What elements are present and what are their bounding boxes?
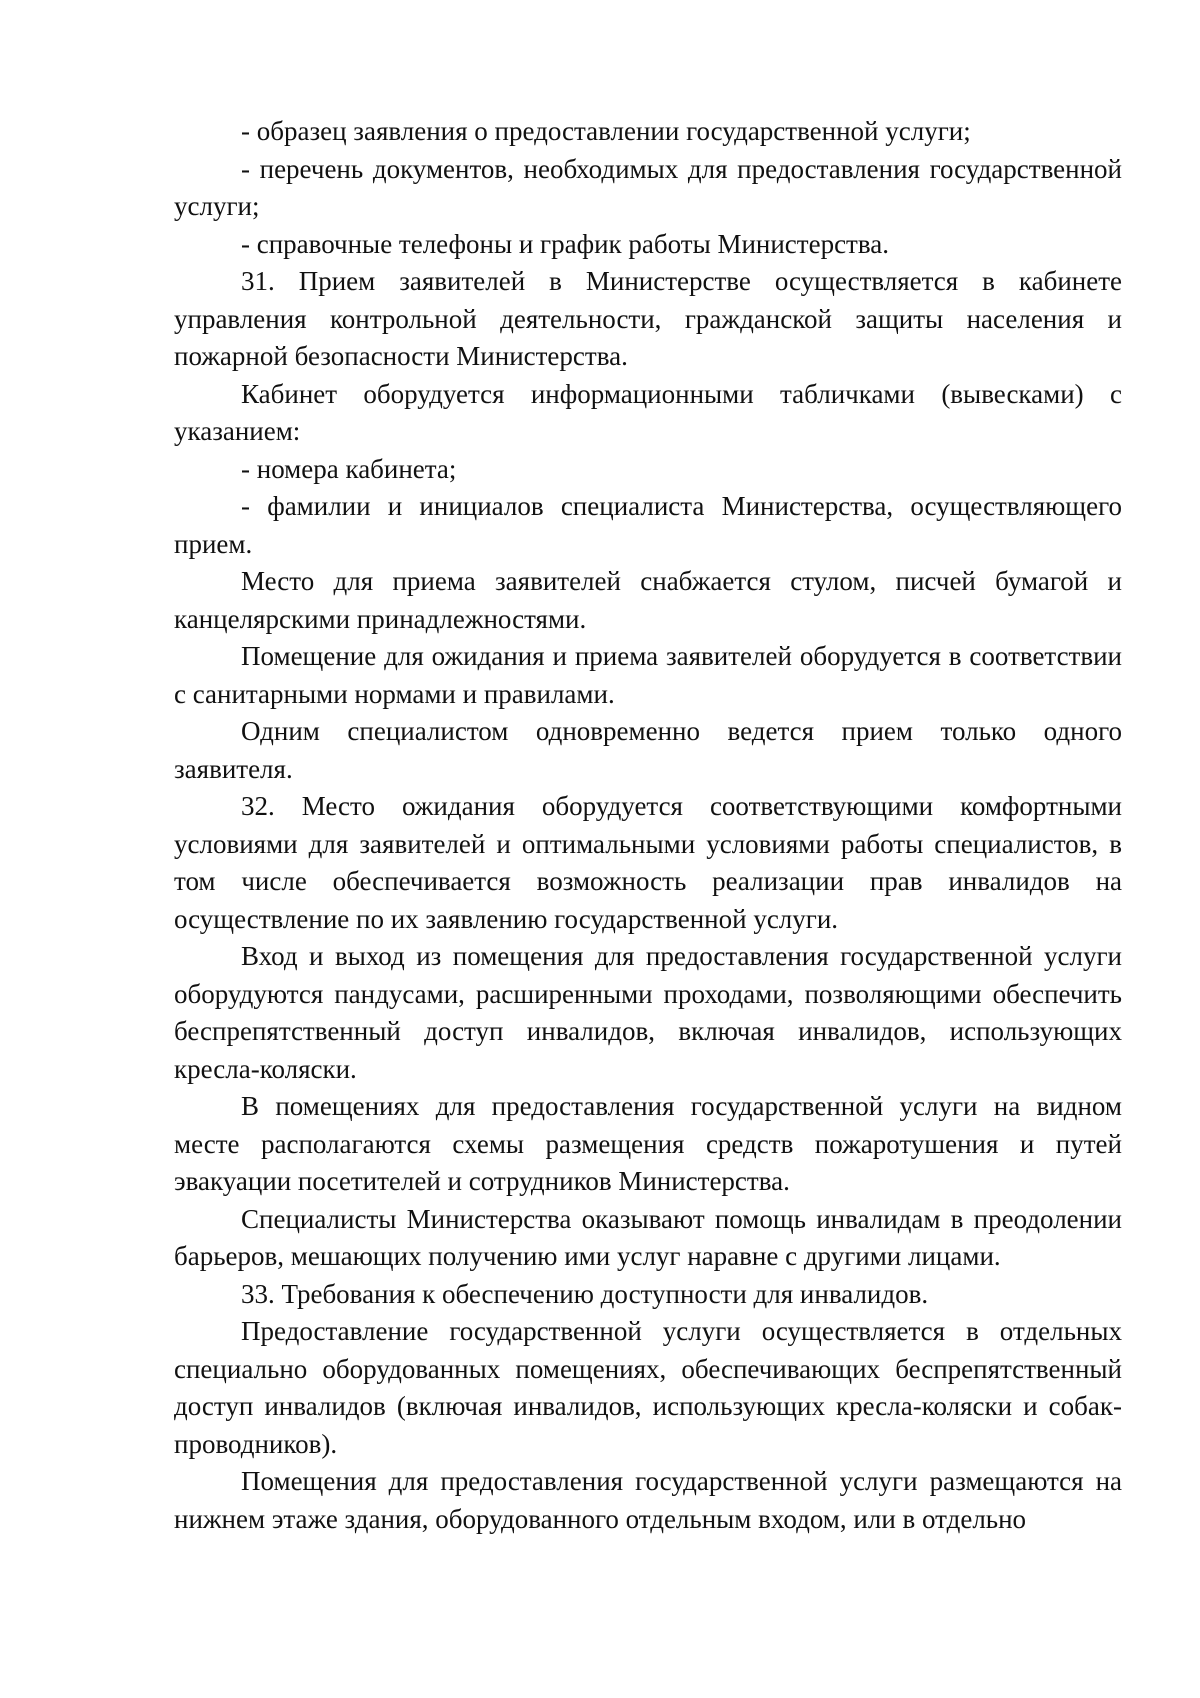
paragraph-office-number: - номера кабинета; [241, 453, 457, 484]
paragraph-item-33: 33. Требования к обеспечению доступности для инвалидов. [241, 1278, 929, 1309]
document-body [174, 113, 1122, 1538]
paragraph-reception-place: Место для приема заявителей снабжается стулом, писчей бумагой и канцелярскими принадлежностями. [174, 566, 1122, 634]
paragraph-evacuation-schemes: В помещениях для предоставления государственной услуги на видном месте располагаются схемы размещения средств пожаротушения и путей эвакуации посетителей и сотрудников Министерства. [174, 1091, 1122, 1196]
paragraph-reference-phones: - справочные телефоны и график работы Министерства. [241, 228, 889, 259]
paragraph-documents-list: - перечень документов, необходимых для предоставления государственной услуги; [174, 153, 1122, 221]
paragraph-one-applicant: Одним специалистом одновременно ведется прием только одного заявителя. [174, 716, 1122, 784]
paragraph-separate-rooms: Предоставление государственной услуги осуществляется в отдельных специально оборудованных помещениях, обеспечивающих беспрепятственный доступ инвалидов (включая инвалидов, использующих кресла-коляски и собак-проводников). [174, 1316, 1122, 1459]
paragraph-specialists-help: Специалисты Министерства оказывают помощь инвалидам в преодолении барьеров, мешающих получению ими услуг наравне с другими лицами. [174, 1203, 1122, 1271]
paragraph-item-32: 32. Место ожидания оборудуется соответствующими комфортными условиями для заявителей и оптимальными условиями работы специалистов, в том числе обеспечивается возможность реализации прав инвалидов на осуществление по их заявлению государственной услуги. [174, 791, 1122, 934]
paragraph-waiting-room: Помещение для ожидания и приема заявителей оборудуется в соответствии с санитарными нормами и правилами. [174, 641, 1122, 709]
paragraph-specialist-name: - фамилии и инициалов специалиста Министерства, осуществляющего прием. [174, 491, 1122, 559]
paragraph-entrance-exit: Вход и выход из помещения для предоставления государственной услуги оборудуются пандусами, расширенными проходами, позволяющими обеспечить беспрепятственный доступ инвалидов, включая инвалидов, использующих кресла-коляски. [174, 941, 1122, 1084]
paragraph-office-signs: Кабинет оборудуется информационными табличками (вывесками) с указанием: [174, 378, 1122, 446]
paragraph-ground-floor: Помещения для предоставления государственной услуги размещаются на нижнем этаже здания, оборудованного отдельным входом, или в отдельно [174, 1466, 1122, 1534]
paragraph-item-31: 31. Прием заявителей в Министерстве осуществляется в кабинете управления контрольной деятельности, гражданской защиты населения и пожарной безопасности Министерства. [174, 266, 1122, 371]
paragraph-sample-application: - образец заявления о предоставлении государственной услуги; [241, 116, 971, 146]
